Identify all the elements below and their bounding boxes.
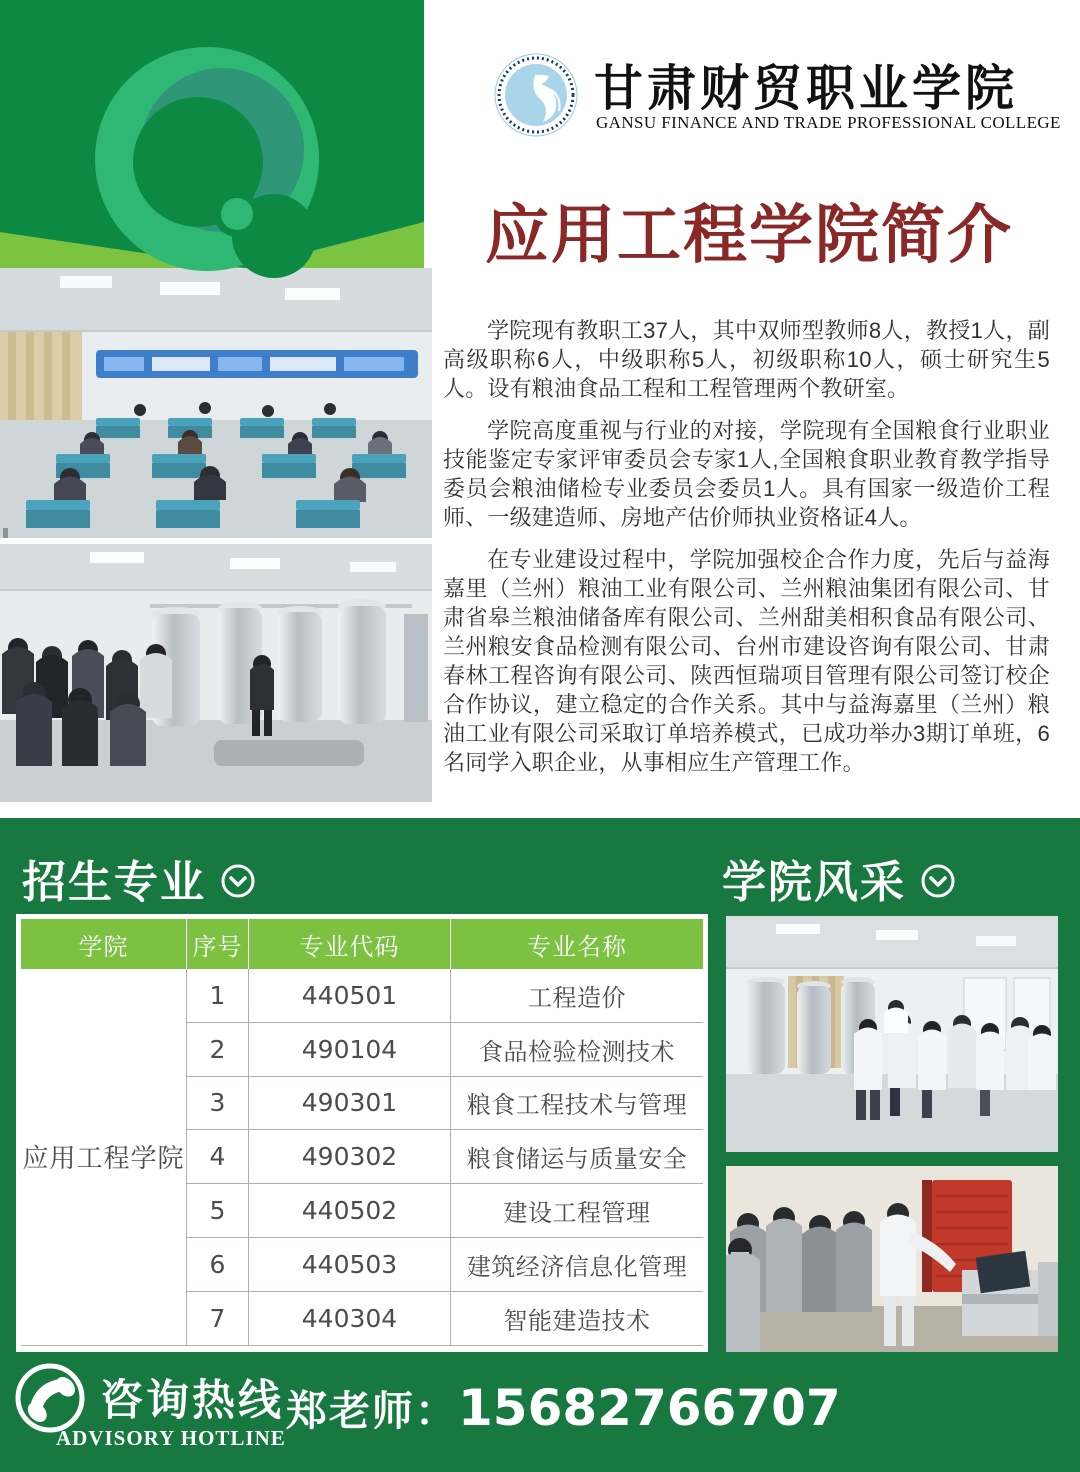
college-name-en: GANSU FINANCE AND TRADE PROFESSIONAL COLLEGE <box>596 113 1061 132</box>
table-cell-seq: 2 <box>187 1023 249 1077</box>
green-swirl-logo-icon <box>86 38 328 280</box>
page-title: 应用工程学院简介 <box>485 199 1013 271</box>
table-cell-seq: 7 <box>187 1292 249 1346</box>
table-header-name: 专业名称 <box>451 919 703 969</box>
intro-text <box>443 316 1050 790</box>
intro-paragraph: 在专业建设过程中，学院加强校企合作力度，先后与益海嘉里（兰州）粮油工业有限公司、兰州粮油集团有限公司、甘肃省皋兰粮油储备库有限公司、兰州甜美相积食品有限公司、兰州粮安食品检测有限公司、台州市建设咨询有限公司、甘肃春林工程咨询有限公司、陕西恒瑞项目管理有限公司签订校企合作协议，建立稳定的合作关系。其中与益海嘉里（兰州）粮油工业有限公司采取订单培养模式，已成功举办3期订单班，6名同学入职企业，从事相应生产管理工作。 <box>443 547 1050 775</box>
table-cell-code: 490104 <box>249 1023 451 1077</box>
chevron-down-icon <box>920 863 956 899</box>
table-cell-college: 应用工程学院 <box>21 969 187 1346</box>
table-cell-name: 智能建造技术 <box>451 1292 703 1346</box>
table-cell-code: 440502 <box>249 1184 451 1238</box>
hotline-contact <box>286 1378 841 1437</box>
photo-gallery-red-machine <box>726 1166 1058 1352</box>
majors-title-label: 招生专业 <box>22 858 206 907</box>
photo-classroom <box>0 268 432 538</box>
chevron-down-icon <box>220 863 256 899</box>
section-majors-title <box>22 846 256 910</box>
table-cell-name: 工程造价 <box>451 969 703 1023</box>
table-cell-seq: 4 <box>187 1130 249 1184</box>
table-cell-code: 440501 <box>249 969 451 1023</box>
hotline-label-en: ADVISORY HOTLINE <box>56 1426 286 1450</box>
photo-lab-tanks <box>0 544 432 802</box>
table-cell-code: 440503 <box>249 1238 451 1292</box>
table-cell-name: 食品检验检测技术 <box>451 1023 703 1077</box>
college-name-zh: 甘肃财贸职业学院 <box>594 59 1019 117</box>
section-gallery-title <box>722 846 956 910</box>
phone-icon <box>14 1362 86 1434</box>
hotline-phone-number: 15682766707 <box>458 1379 841 1437</box>
table-cell-seq: 3 <box>187 1077 249 1131</box>
table-header-code: 专业代码 <box>249 919 451 969</box>
college-seal-icon <box>494 53 578 137</box>
table-cell-seq: 6 <box>187 1238 249 1292</box>
gallery-title-label: 学院风采 <box>722 858 906 907</box>
table-header-college: 学院 <box>21 919 187 969</box>
table-cell-code: 490302 <box>249 1130 451 1184</box>
table-cell-code: 490301 <box>249 1077 451 1131</box>
table-cell-name: 粮食工程技术与管理 <box>451 1077 703 1131</box>
hotline-label-zh: 咨询热线 <box>100 1377 284 1425</box>
table-header-seq: 序号 <box>187 919 249 969</box>
table-cell-name: 建设工程管理 <box>451 1184 703 1238</box>
table-cell-seq: 1 <box>187 969 249 1023</box>
table-cell-name: 建筑经济信息化管理 <box>451 1238 703 1292</box>
hotline-teacher: 郑老师： <box>286 1388 458 1434</box>
majors-table <box>16 914 708 1352</box>
intro-paragraph: 学院高度重视与行业的对接，学院现有全国粮食行业职业技能鉴定专家评审委员会专家1人,全国粮食职业教育教学指导委员会粮油储检专业委员会委员1人。具有国家一级造价工程师、一级建造师、房地产估价师执业资格证4人。 <box>443 418 1050 530</box>
table-cell-seq: 5 <box>187 1184 249 1238</box>
majors-table-body <box>21 919 703 1347</box>
photo-gallery-labcoats <box>726 916 1058 1152</box>
intro-paragraph: 学院现有教职工37人，其中双师型教师8人，教授1人，副高级职称6人，中级职称5人，初级职称10人，硕士研究生5人。设有粮油食品工程和工程管理两个教研室。 <box>443 318 1050 401</box>
table-cell-code: 440304 <box>249 1292 451 1346</box>
table-cell-name: 粮食储运与质量安全 <box>451 1130 703 1184</box>
